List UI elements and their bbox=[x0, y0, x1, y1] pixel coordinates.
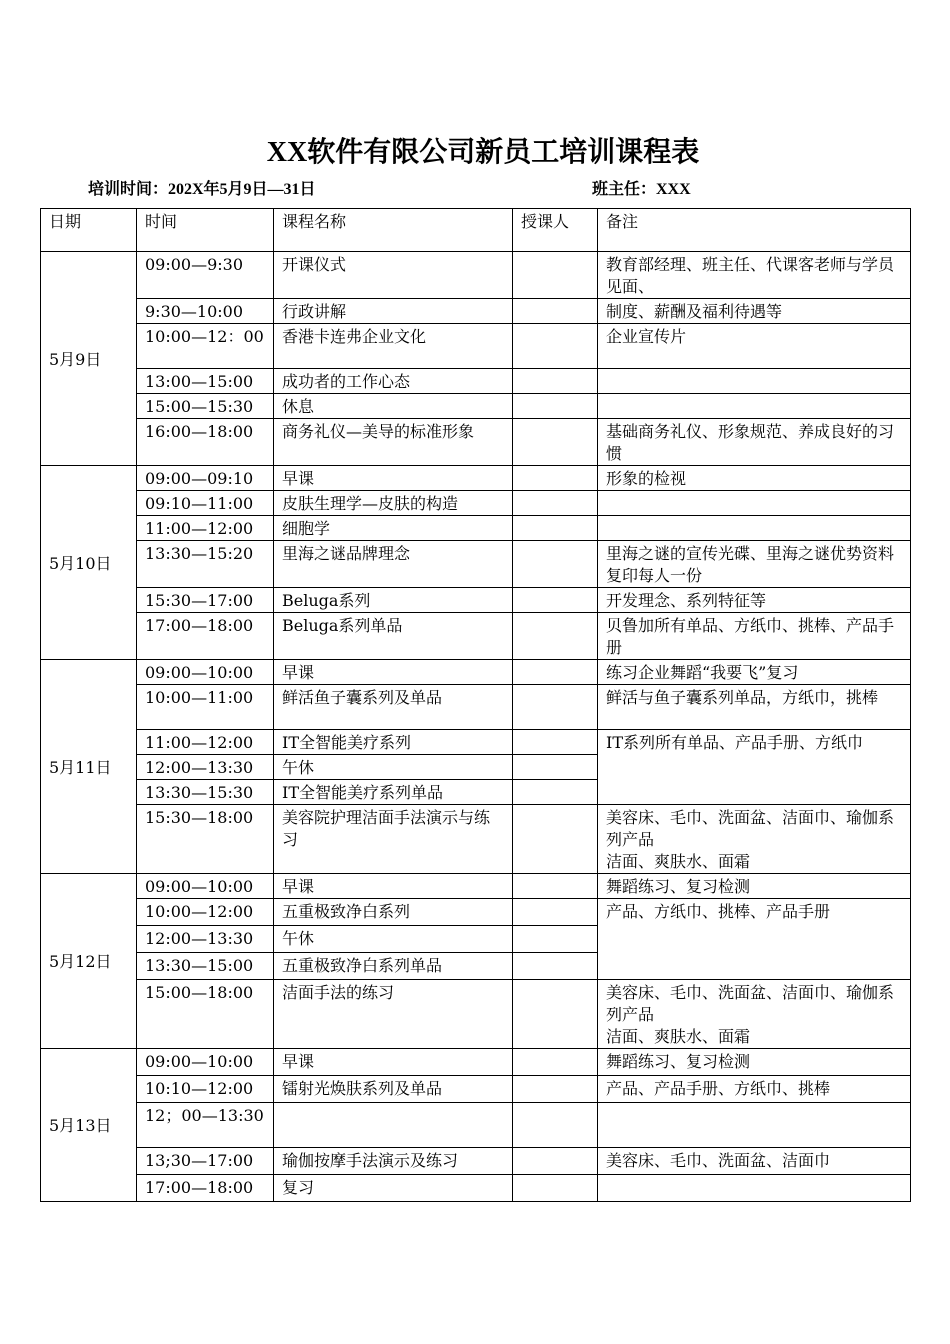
note-cell: 企业宣传片 bbox=[598, 324, 911, 369]
teacher-cell bbox=[513, 953, 598, 980]
time-cell: 17:00—18:00 bbox=[137, 613, 274, 660]
time-cell: 16:00—18:00 bbox=[137, 419, 274, 466]
note-cell bbox=[598, 805, 911, 874]
course-cell: 早课 bbox=[274, 660, 513, 685]
course-cell: 商务礼仪—美导的标准形象 bbox=[274, 419, 513, 466]
time-cell: 15:30—17:00 bbox=[137, 588, 274, 613]
note-cell bbox=[598, 491, 911, 516]
note-line: 美容床、毛巾、洗面盆、洁面巾、瑜伽系列产品 bbox=[606, 983, 895, 1024]
teacher-cell bbox=[513, 324, 598, 369]
table-row bbox=[41, 1175, 911, 1202]
table-row bbox=[41, 1103, 911, 1148]
note-cell bbox=[598, 1175, 911, 1202]
course-cell: 行政讲解 bbox=[274, 299, 513, 324]
time-cell: 10:10—12:00 bbox=[137, 1076, 274, 1103]
table-row bbox=[41, 324, 911, 369]
time-cell: 11:00—12:00 bbox=[137, 730, 274, 755]
note-cell: 贝鲁加所有单品、方纸巾、挑棒、产品手册 bbox=[598, 613, 911, 660]
time-cell: 13:00—15:00 bbox=[137, 369, 274, 394]
teacher-cell bbox=[513, 1148, 598, 1175]
table-row bbox=[41, 299, 911, 324]
date-cell: 5月13日 bbox=[41, 1049, 137, 1202]
time-cell: 09:10—11:00 bbox=[137, 491, 274, 516]
time-cell: 09:00—10:00 bbox=[137, 1049, 274, 1076]
course-cell: IT全智能美疗系列 bbox=[274, 730, 513, 755]
teacher-cell bbox=[513, 1175, 598, 1202]
course-cell: 皮肤生理学—皮肤的构造 bbox=[274, 491, 513, 516]
time-cell: 13;30—17:00 bbox=[137, 1148, 274, 1175]
table-row bbox=[41, 394, 911, 419]
course-cell: IT全智能美疗系列单品 bbox=[274, 780, 513, 805]
time-cell: 12；00—13:30 bbox=[137, 1103, 274, 1148]
table-row bbox=[41, 419, 911, 466]
teacher-cell bbox=[513, 394, 598, 419]
teacher-cell bbox=[513, 780, 598, 805]
note-cell: 教育部经理、班主任、代课客老师与学员见面、 bbox=[598, 252, 911, 299]
table-row bbox=[41, 588, 911, 613]
course-cell: 休息 bbox=[274, 394, 513, 419]
time-cell: 09:00—9:30 bbox=[137, 252, 274, 299]
teacher-cell bbox=[513, 685, 598, 730]
header-note: 备注 bbox=[598, 209, 911, 252]
note-cell: 开发理念、系列特征等 bbox=[598, 588, 911, 613]
schedule-table bbox=[40, 208, 911, 1202]
table-row bbox=[41, 730, 911, 755]
time-cell: 15:00—18:00 bbox=[137, 980, 274, 1049]
time-cell: 10:00—12:00 bbox=[137, 899, 274, 926]
time-cell: 10:00—11:00 bbox=[137, 685, 274, 730]
course-cell: 五重极致净白系列单品 bbox=[274, 953, 513, 980]
course-cell: 早课 bbox=[274, 466, 513, 491]
teacher-cell bbox=[513, 805, 598, 874]
table-row bbox=[41, 685, 911, 730]
table-row bbox=[41, 980, 911, 1049]
note-line: 洁面、爽肤水、面霜 bbox=[606, 852, 751, 871]
course-cell: Beluga系列 bbox=[274, 588, 513, 613]
note-cell: 里海之谜的宣传光碟、里海之谜优势资料复印每人一份 bbox=[598, 541, 911, 588]
course-cell: 瑜伽按摩手法演示及练习 bbox=[274, 1148, 513, 1175]
course-cell: 成功者的工作心态 bbox=[274, 369, 513, 394]
note-cell: 制度、薪酬及福利待遇等 bbox=[598, 299, 911, 324]
note-cell bbox=[598, 1103, 911, 1148]
time-cell: 12:00—13:30 bbox=[137, 926, 274, 953]
teacher-cell bbox=[513, 588, 598, 613]
teacher-cell bbox=[513, 369, 598, 394]
time-cell: 09:00—10:00 bbox=[137, 660, 274, 685]
note-cell bbox=[598, 394, 911, 419]
note-cell: 练习企业舞蹈“我要飞”复习 bbox=[598, 660, 911, 685]
time-cell: 10:00—12：00 bbox=[137, 324, 274, 369]
table-header-row bbox=[41, 209, 911, 252]
teacher-cell bbox=[513, 730, 598, 755]
table-row bbox=[41, 491, 911, 516]
time-cell: 13:30—15:00 bbox=[137, 953, 274, 980]
course-cell: 里海之谜品牌理念 bbox=[274, 541, 513, 588]
date-cell: 5月10日 bbox=[41, 466, 137, 660]
header-date: 日期 bbox=[41, 209, 137, 252]
teacher-cell bbox=[513, 541, 598, 588]
note-cell: IT系列所有单品、产品手册、方纸巾 bbox=[598, 730, 911, 805]
teacher-cell bbox=[513, 613, 598, 660]
table-row bbox=[41, 1148, 911, 1175]
teacher-cell bbox=[513, 1076, 598, 1103]
course-cell: 五重极致净白系列 bbox=[274, 899, 513, 926]
course-cell: 早课 bbox=[274, 1049, 513, 1076]
course-cell: 镭射光焕肤系列及单品 bbox=[274, 1076, 513, 1103]
teacher-cell bbox=[513, 466, 598, 491]
note-cell: 鲜活与鱼子囊系列单品，方纸巾，挑棒 bbox=[598, 685, 911, 730]
course-cell: 午休 bbox=[274, 755, 513, 780]
course-cell: 细胞学 bbox=[274, 516, 513, 541]
note-line: 美容床、毛巾、洗面盆、洁面巾、瑜伽系列产品 bbox=[606, 808, 895, 849]
teacher-cell bbox=[513, 899, 598, 926]
table-row bbox=[41, 805, 911, 874]
table-row bbox=[41, 899, 911, 926]
course-cell: 香港卡连弗企业文化 bbox=[274, 324, 513, 369]
note-cell bbox=[598, 369, 911, 394]
course-cell: 美容院护理洁面手法演示与练习 bbox=[274, 805, 513, 874]
teacher-cell bbox=[513, 299, 598, 324]
table-row bbox=[41, 613, 911, 660]
time-cell: 13:30—15:20 bbox=[137, 541, 274, 588]
teacher-cell bbox=[513, 1103, 598, 1148]
teacher-cell bbox=[513, 419, 598, 466]
note-cell: 产品、方纸巾、挑棒、产品手册 bbox=[598, 899, 911, 980]
header-teacher: 授课人 bbox=[513, 209, 598, 252]
teacher-cell bbox=[513, 516, 598, 541]
training-period: 培训时间：202X年5月9日—31日 bbox=[88, 181, 316, 198]
time-cell: 15:00—15:30 bbox=[137, 394, 274, 419]
document-title: XX软件有限公司新员工培训课程表 bbox=[266, 137, 700, 168]
note-cell: 舞蹈练习、复习检测 bbox=[598, 874, 911, 899]
note-cell: 形象的检视 bbox=[598, 466, 911, 491]
course-cell: 洁面手法的练习 bbox=[274, 980, 513, 1049]
time-cell: 11:00—12:00 bbox=[137, 516, 274, 541]
table-row bbox=[41, 252, 911, 299]
teacher-cell bbox=[513, 755, 598, 780]
course-cell: 早课 bbox=[274, 874, 513, 899]
table-row bbox=[41, 1076, 911, 1103]
note-line: 洁面、爽肤水、面霜 bbox=[606, 1027, 751, 1046]
teacher-cell bbox=[513, 926, 598, 953]
time-cell: 15:30—18:00 bbox=[137, 805, 274, 874]
time-cell: 13:30—15:30 bbox=[137, 780, 274, 805]
course-cell: 开课仪式 bbox=[274, 252, 513, 299]
table-row bbox=[41, 874, 911, 899]
date-cell: 5月12日 bbox=[41, 874, 137, 1049]
note-cell: 舞蹈练习、复习检测 bbox=[598, 1049, 911, 1076]
note-cell: 美容床、毛巾、洗面盆、洁面巾 bbox=[598, 1148, 911, 1175]
date-cell: 5月9日 bbox=[41, 252, 137, 466]
time-cell: 09:00—10:00 bbox=[137, 874, 274, 899]
note-cell: 基础商务礼仪、形象规范、养成良好的习惯 bbox=[598, 419, 911, 466]
time-cell: 12:00—13:30 bbox=[137, 755, 274, 780]
time-cell: 09:00—09:10 bbox=[137, 466, 274, 491]
course-cell: 午休 bbox=[274, 926, 513, 953]
teacher-cell bbox=[513, 874, 598, 899]
course-cell: 鲜活鱼子囊系列及单品 bbox=[274, 685, 513, 730]
time-cell: 17:00—18:00 bbox=[137, 1175, 274, 1202]
note-cell: 产品、产品手册、方纸巾、挑棒 bbox=[598, 1076, 911, 1103]
course-cell: Beluga系列单品 bbox=[274, 613, 513, 660]
table-row bbox=[41, 660, 911, 685]
teacher-cell bbox=[513, 1049, 598, 1076]
table-row bbox=[41, 369, 911, 394]
note-cell bbox=[598, 980, 911, 1049]
table-row bbox=[41, 466, 911, 491]
time-cell: 9:30—10:00 bbox=[137, 299, 274, 324]
table-row bbox=[41, 1049, 911, 1076]
note-cell bbox=[598, 516, 911, 541]
date-cell: 5月11日 bbox=[41, 660, 137, 874]
table-row bbox=[41, 541, 911, 588]
header-time: 时间 bbox=[137, 209, 274, 252]
teacher-cell bbox=[513, 660, 598, 685]
head-teacher: 班主任：XXX bbox=[592, 181, 691, 198]
teacher-cell bbox=[513, 491, 598, 516]
teacher-cell bbox=[513, 252, 598, 299]
course-cell bbox=[274, 1103, 513, 1148]
teacher-cell bbox=[513, 980, 598, 1049]
course-cell: 复习 bbox=[274, 1175, 513, 1202]
header-course: 课程名称 bbox=[274, 209, 513, 252]
table-row bbox=[41, 516, 911, 541]
